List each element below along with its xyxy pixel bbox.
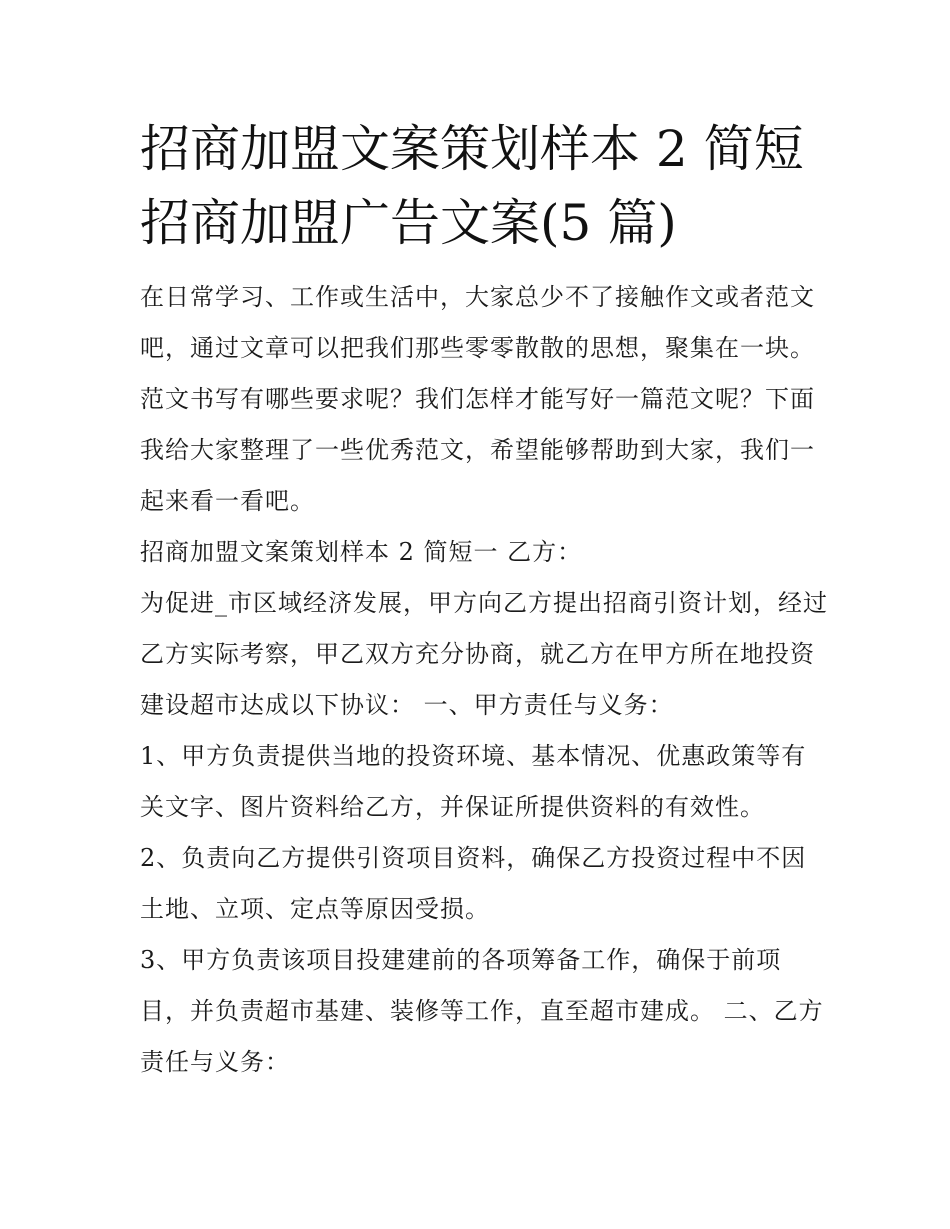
paragraph-section-heading: 招商加盟文案策划样本 2 简短一 乙方： (140, 538, 583, 566)
paragraph-intro: 在日常学习、工作或生活中，大家总少不了接触作文或者范文吧，通过文章可以把我们那些零零散散的思想，聚集在一块。范文书写有哪些要求呢？我们怎样才能写好一篇范文呢？下面我给大家整理了一些优秀范文，希望能够帮助到大家，我们一起来看一看吧。 (140, 283, 815, 515)
paragraph-agreement-preamble: 为促进_市区域经济发展，甲方向乙方提出招商引资计划，经过乙方实际考察，甲乙双方充分协商，就乙方在甲方所在地投资建设超市达成以下协议： 一、甲方责任与义务： (140, 589, 828, 719)
paragraph-clause-3: 3、甲方负责该项目投建建前的各项筹备工作，确保于前项目，并负责超市基建、装修等工作，直至超市建成。 二、乙方责任与义务： (140, 946, 824, 1076)
document-title: 招商加盟文案策划样本 2 简短招商加盟广告文案(5 篇) (140, 120, 804, 252)
document-body (140, 272, 830, 1088)
paragraph-clause-2: 2、负责向乙方提供引资项目资料，确保乙方投资过程中不因土地、立项、定点等原因受损。 (140, 844, 807, 923)
paragraph-clause-1: 1、甲方负责提供当地的投资环境、基本情况、优惠政策等有关文字、图片资料给乙方，并保证所提供资料的有效性。 (140, 742, 807, 821)
